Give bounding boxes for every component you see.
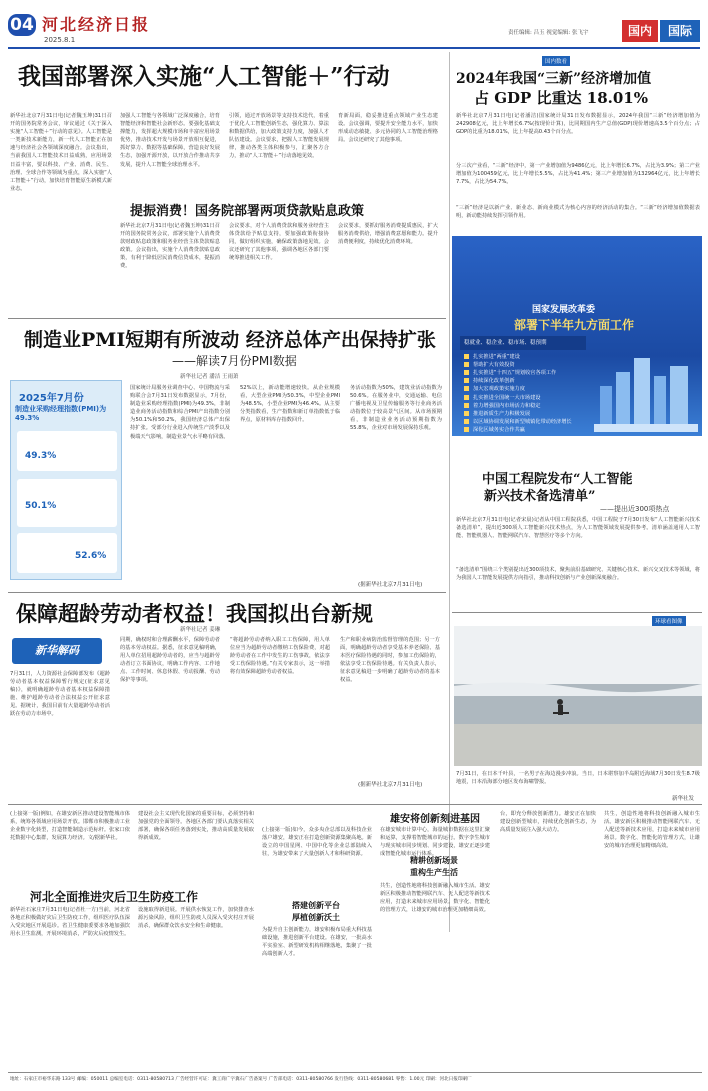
elder-story-col1: 7月31日，人力资源社会保障部发布《超龄劳动者基本权益保障暂行规定(征求意见稿)》，就明确超龄劳动者基本权益保障措施、维护超龄劳动者合法权益公开征求意见。据统计，我国目前有大量超龄劳动者活跃在劳动力市场中。 bbox=[10, 671, 110, 718]
gdp-headline-2: 占 GDP 比重达 18.01% bbox=[474, 89, 648, 107]
issue-date: 2025.8.1 bbox=[44, 36, 76, 44]
column2-text: 建设社会主义现代化国家的重要目标，必须坚持和加强党的全面领导。各地区各部门要认真落实相关部署，确保各项任务落到实处，推动高质量发展取得新成效。 bbox=[138, 811, 254, 842]
divider-3 bbox=[8, 804, 702, 805]
tech-sub-2: 厚植创新沃土 bbox=[292, 912, 340, 922]
infographic-subtitle: 制造业采购经理指数(PMI)为49.3% bbox=[15, 405, 107, 422]
tech-story-col5: 台，即充分释放创新潜力。雄安正在加快建设创新型城市，持续优化创新生态，为高质量发展注入强大动力。 bbox=[500, 811, 596, 834]
promo-list-item bbox=[460, 368, 588, 376]
ai-list-headline-1: 中国工程院发布“人工智能 bbox=[482, 472, 633, 487]
loan-story-col3: 会议要求，要抓好服务消费提质惠民，扩大服务消费供给，增强消费意愿和能力。提升消费便利度，持续优化消费环境。 bbox=[338, 223, 438, 246]
column2-text-2: 设施取得新进展。开展供水恢复工作，加快排查水源污染风险，组织卫生防疫人员深入受灾村庄开展消杀，确保群众饮水安全和生命健康。 bbox=[138, 907, 254, 930]
tech-story-col6: 共生，创造性地将科技创新融入城市生活。雄安新区积极推动智能网联汽车、无人配送等新技术应用，打造未来城市应用场景。数字化、智能化的管理方式，让雄安的城市治理更加精细高效。 bbox=[604, 811, 700, 850]
column1-text: (上接第一版)例如，在雄安新区推动建设智能城市体系，统筹各领域应用场景开放。邯郸市积极推动工业企业数字化转型，打造智能制造示范标杆。张家口依托数据中心集群，发展算力经济。文/据新华社。 bbox=[10, 811, 130, 842]
promo-list-item-label: 扎实推进全国统一大市场建设 bbox=[473, 394, 541, 401]
pmi-byline: 新华社记者 潘洁 王雨萧 bbox=[180, 374, 239, 380]
ai-list-p2: “备选清单”围绕三个类别提出近300项技术，聚焦前沿基础研究、关键核心技术、新兴交叉技术等领域，将为我国人工智能发展提供方向指引，推动科技创新与产业创新深度融合。 bbox=[456, 567, 700, 582]
bullet-icon bbox=[464, 386, 469, 391]
promo-list-item bbox=[460, 377, 588, 385]
bullet-icon bbox=[464, 370, 469, 375]
gdp-kicker: 国内数看 bbox=[542, 56, 570, 66]
elder-credit: (据新华社北京7月31日电) bbox=[358, 782, 423, 788]
bullet-icon bbox=[464, 403, 469, 408]
pmi-credit: (据新华社北京7月31日电) bbox=[358, 582, 423, 588]
editor-credit: 责任编辑: 吕玉 视觉编辑: 张飞宇 bbox=[508, 30, 589, 36]
tech-sub-4: 重构生产生活 bbox=[410, 867, 458, 877]
gdp-headline-1: 2024年我国“三新”经济增加值 bbox=[456, 71, 652, 87]
tech-story-col3: 在雄安城市计算中心，海量城市数据在这里汇聚和运算，支撑着智能城市的运行。数字孪生城市与现实城市同步规划、同步建设，雄安正逐步建成智能化城市运行体系。 bbox=[380, 827, 490, 858]
promo-title-2: 部署下半年九方面工作 bbox=[514, 318, 635, 332]
elder-story-col4: 生产和职业病防治监督管理的范围；另一方面，明确超龄劳动者享受基本养老保险、基本医疗保险待遇的同时，参加工伤保险的，依法享受工伤保险待遇。有关负责人表示，征求意见稿进一步明确了超龄劳动者的基本权益。 bbox=[340, 637, 440, 684]
tech-story-col1: (上接第一版)如今，众多央企总部以及科技企业落户雄安，雄安正在打造创新资源集聚高地。新设立的中国星网、中国中化等企业总部陆续入驻，为雄安带来了大量创新人才和科研资源。 bbox=[262, 827, 372, 858]
gdp-story-p1: 新华社北京7月31日电(记者潘洁)国家统计局31日发布数据显示，2024年我国“三新”经济增加值为242908亿元，比上年增长6.7%(按现价计算)，比同期国内生产总值(GDP)现价增速高3.5个百分点；占GDP的比重为18.01%，比上年提高0.43个百分点。 bbox=[456, 113, 700, 136]
main-story-col1: 新华社北京7月31日电(记者魏玉坤)31日召开的国务院常务会议，审议通过《关于深入实施“人工智能＋”行动的意见》。人工智能是一类新技术新能力，新一代人工智能正在加速与经济社会各领域深度融合。会议指出，当前我国人工智能技术日益成熟，应用场景日益丰富，要以科技、产业、消费、民生、治理、全球合作等领域为重点，深入实施“人工智能＋”行动，加快培育智能原生新模式新业态。 bbox=[10, 113, 112, 192]
bullet-icon bbox=[464, 395, 469, 400]
ndrc-promo-panel bbox=[452, 236, 702, 436]
footer-info: 地址：石家庄市裕华东路 133号 邮编：050011 总编室电话：0311-80580713 广告经营许可证：冀工商广字冀石广告备案号 广告部电话：0311-80580766 发行热线：0311-80580681 零售：1.00元 印刷：河北日报印刷厂 bbox=[10, 1077, 472, 1082]
promo-list-item-label: 着力增强国内市场活力和稳定 bbox=[473, 402, 541, 409]
promo-list-item-label: 推进新质生产力积极发展 bbox=[473, 410, 531, 417]
promo-list-item-label: 以区域协调发展和新型城镇化带动经济增长 bbox=[473, 419, 572, 426]
promo-list-item bbox=[460, 393, 588, 401]
elder-byline: 新华社记者 姜琳 bbox=[180, 627, 221, 633]
bullet-icon bbox=[464, 378, 469, 383]
promo-list-item-label: 深化区域务实合作共赢 bbox=[473, 427, 525, 434]
promo-header-line: 稳就业、稳企业、稳市场、稳预期 bbox=[460, 336, 586, 350]
city-skyline-illustration bbox=[594, 346, 698, 432]
promo-list-item-label: 扎实推进“两重”建设 bbox=[473, 353, 520, 360]
infographic-stat-2: 50.1% bbox=[25, 501, 57, 511]
photo-label: 环球看图像 bbox=[652, 616, 686, 626]
divider-2 bbox=[8, 592, 446, 593]
promo-list-item bbox=[460, 360, 588, 368]
loan-headline: 提振消费！国务院部署两项贷款贴息政策 bbox=[130, 204, 365, 219]
section-tab-domestic[interactable]: 国内 bbox=[622, 20, 658, 42]
promo-list-item-label: 持续深化改革创新 bbox=[473, 378, 515, 385]
hebei-health-headline: 河北全面推进灾后卫生防疫工作 bbox=[30, 890, 199, 904]
ai-list-headline-2: 新兴技术备选清单” bbox=[484, 489, 596, 504]
main-story-col4: 育新局面，稳妥推进重点领域产业生态建设。会议强调，要提升安全能力水平，加快形成动态敏捷、多元协同的人工智能治理格局。会议还研究了其他事项。 bbox=[338, 113, 438, 144]
bullet-icon bbox=[464, 362, 469, 367]
pmi-headline: 制造业PMI短期有所波动 经济总体产出保持扩张 bbox=[24, 329, 436, 351]
xiongan-kicker: 雄安将创新刻进基因 bbox=[390, 814, 480, 825]
loan-story-col2: 会议要求，对个人消费贷款和服务业经营主体贷款给予贴息支持，要加强政策衔接协同，做好组织实施，确保政策落地见效。会议还研究了其他事项，强调各地区各部门要统筹推进相关工作。 bbox=[229, 223, 329, 262]
elder-story-col3: “将超龄劳动者纳入职工工伤保障，用人单位应当为超龄劳动者缴纳工伤保险费，对超龄劳动者在工作中发生的工伤事故，依法享受工伤保险待遇。”有关专家表示，这一举措将有效保障超龄劳动者权益。 bbox=[230, 637, 330, 676]
masthead-divider bbox=[8, 47, 700, 49]
main-headline: 我国部署深入实施“人工智能＋”行动 bbox=[18, 63, 390, 90]
infographic-stat-1: 49.3% bbox=[25, 451, 57, 461]
surfing-photo bbox=[454, 626, 702, 766]
infographic-stat-3: 52.6% bbox=[75, 551, 107, 561]
gdp-story-p3: “三新”经济是以新产业、新业态、新商业模式为核心内容的经济活动的集合。“三新”经济增加值数据表明，新动能持续发挥引领作用。 bbox=[456, 205, 700, 220]
main-story-col3: 引领，通过开放场景等支持技术迭代，着重于优化人工智能创新生态，强化算力、算法和数据供给，加大政策支持力度，加强人才队伍建设。会议要求，把握人工智能发展规律，推动各类主体积极参与，汇聚各方合力，推动“人工智能＋”行动落地见效。 bbox=[229, 113, 329, 160]
photo-credit: 新华社发 bbox=[672, 796, 695, 802]
promo-title-1: 国家发展改革委 bbox=[532, 305, 596, 315]
photo-caption: 7月31日，在日本千叶县，一名男子在海边漫步冲浪。当日，日本堪察加半岛附近海域7月30日发生8.7级地震，日本沿海部分地区发布海啸警报。 bbox=[456, 771, 700, 786]
xinhua-jiema-badge: 新华解码 bbox=[12, 638, 102, 664]
right-column-divider bbox=[449, 52, 450, 932]
pmi-story-col1: 国家统计局服务业调查中心、中国物流与采购联合会7月31日发布数据显示，7月份，制造业采购经理指数(PMI)为49.3%，非制造业商务活动指数和综合PMI产出指数分别为50.1%和50.2%，我国经济总体产出保持扩张。受部分行业进入传统生产淡季以及极端天气影响，制造业景气水平略有回落。 bbox=[130, 385, 230, 440]
tech-sub-1: 搭建创新平台 bbox=[292, 900, 340, 910]
tech-story-col2: 为提升自主创新能力，雄安积极布局重大科技基础设施，推进创新平台建设。在雄安，一批高水平实验室、新型研发机构相继落地，集聚了一批高端创新人才。 bbox=[262, 927, 372, 958]
tech-sub-3: 精耕创新场景 bbox=[410, 855, 458, 865]
divider-photo bbox=[452, 612, 702, 613]
promo-list-item-label: 加大宏观政策实施力度 bbox=[473, 386, 525, 393]
promo-list-item bbox=[460, 409, 588, 417]
page-number: 04 bbox=[8, 14, 36, 36]
column1-text-2: 新华社石家庄7月31日电(记者杜一方)当前，河北省各地正积极做好灾后卫生防疫工作，组织医疗队伍深入受灾地区开展巡诊。省卫生健康委要求各地加强饮用水卫生监测，开展环境消杀，严防灾后疫情发生。 bbox=[10, 907, 130, 938]
bullet-icon bbox=[464, 354, 469, 359]
footer-divider bbox=[8, 1072, 702, 1073]
bullet-icon bbox=[464, 411, 469, 416]
promo-list-item bbox=[460, 418, 588, 426]
promo-list-item-label: 帮助扩大有效投资 bbox=[473, 361, 515, 368]
promo-list-item-label: 扎实推进“十四五”规划收官各项工作 bbox=[473, 369, 557, 376]
promo-list-item bbox=[460, 385, 588, 393]
ai-list-p1: 新华社北京7月31日电(记者宋晨)记者从中国工程院获悉，中国工程院于7月30日发布“人工智能新兴技术备选清单”，提出近300项人工智能新兴技术热点，为人工智能领域发展提供参考。清单涵盖通用人工智能、智能机器人、智能网联汽车、智慧医疗等多个方向。 bbox=[456, 517, 700, 540]
loan-story-col1: 新华社北京7月31日电(记者魏玉坤)31日召开的国务院常务会议，部署实施个人消费贷款财政贴息政策和服务业经营主体贷款贴息政策。会议指出，实施个人消费贷款贴息政策，有利于降低居民消费信贷成本，提振消费。 bbox=[120, 223, 220, 270]
gdp-story-p2: 分三次产业看，“三新”经济中，第一产业增加值为9486亿元，比上年增长6.7%，占比为3.9%；第二产业增加值为100459亿元，比上年增长5.5%，占比为41.4%；第三产业增加值为132964亿元，比上年增长7.7%，占比为54.7%。 bbox=[456, 163, 700, 186]
masthead bbox=[8, 6, 700, 46]
promo-list bbox=[460, 352, 590, 434]
pmi-story-col2: 52%以上，新动能增速较快。从企业规模看，大型企业PMI为50.3%，中型企业PMI为48.5%，小型企业PMI为46.4%。从主要分类指数看，生产指数和新订单指数低于临界点，原材料库存指数回升。 bbox=[240, 385, 340, 424]
ai-list-subhead: ——提出近300项热点 bbox=[600, 505, 670, 513]
bullet-icon bbox=[464, 419, 469, 424]
main-story-col2: 加强人工智能与各领域广泛深度融合，培育智能经济和智能社会新形态。要强化基础支撑能力，发挥超大规模市场和丰富应用场景优势，推动技术开发与场景开放相互促进，抓好算力、数据等基础保障，营造良好发展生态，加强开源开放，以开放合作推动共享发展，提升人工智能全球治理水平。 bbox=[120, 113, 220, 168]
elder-story-col2: 同期，确权时和合理薪酬水平，保障劳动者的基本劳动权益。据悉，征求意见稿明确，用人单位招用超龄劳动者的，应当与超龄劳动者订立书面协议，明确工作内容、工作地点、工作时间、休息休假、劳动报酬、劳动保护等事项。 bbox=[120, 637, 220, 684]
promo-list-item bbox=[460, 352, 588, 360]
bullet-icon bbox=[464, 427, 469, 432]
divider-1 bbox=[8, 318, 446, 319]
promo-list-item bbox=[460, 426, 588, 434]
pmi-infographic bbox=[10, 380, 122, 580]
promo-list-item bbox=[460, 401, 588, 409]
elder-headline: 保障超龄劳动者权益！我国拟出台新规 bbox=[16, 601, 373, 626]
newspaper-logo: 河北经济日报 bbox=[42, 15, 151, 34]
pmi-story-col3: 务活动指数为50%，建筑业活动指数为50.6%。在服务业中，交通运输、电信广播电视及卫星传输服务等行业商务活动指数位于较高景气区间。从市场预期看，非制造业业务活动预期指数为55.8%，企业对市场发展保持乐观。 bbox=[350, 385, 442, 432]
infographic-title: 2025年7月份 bbox=[19, 393, 84, 404]
tech-story-col4: 共生，创造性地将科技创新融入城市生活。雄安新区积极推动智能网联汽车、无人配送等新技术应用，打造未来城市应用场景。数字化、智能化的管理方式，让雄安的城市治理更加精细高效。 bbox=[380, 883, 490, 914]
pmi-subhead: ——解读7月份PMI数据 bbox=[172, 354, 297, 368]
section-tab-international[interactable]: 国际 bbox=[660, 20, 700, 42]
